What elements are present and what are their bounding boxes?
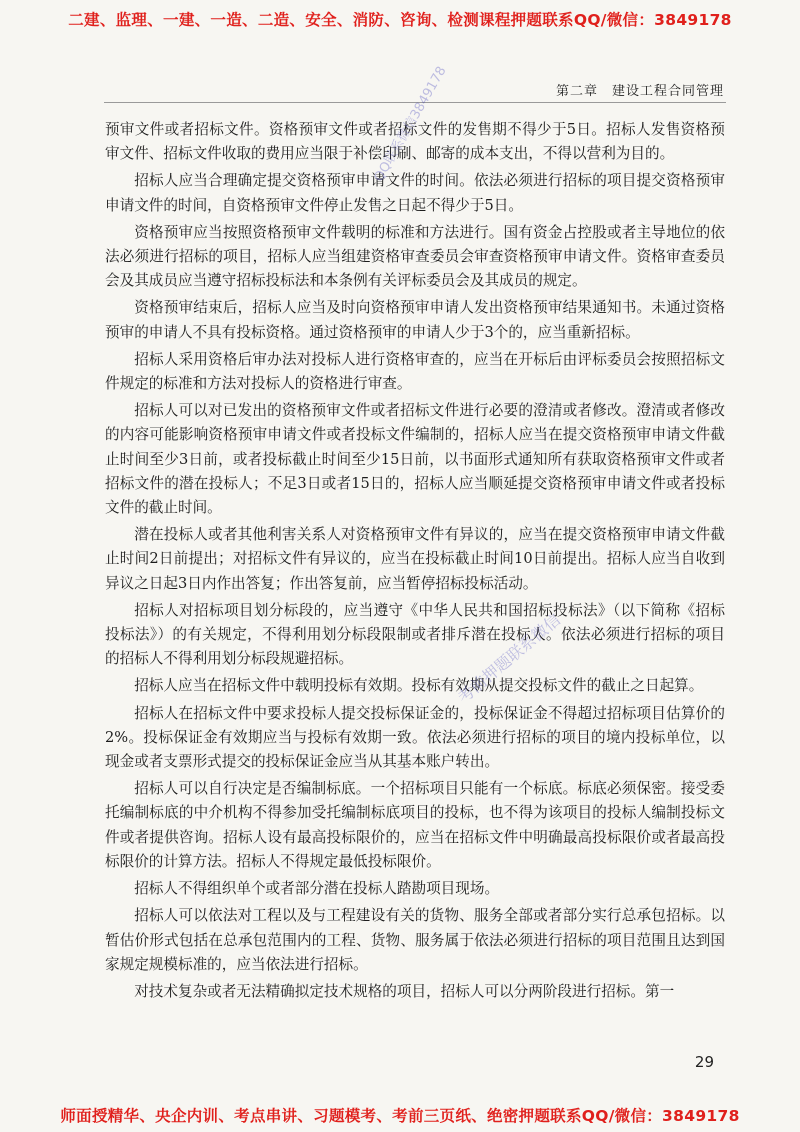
paragraph-14: 对技术复杂或者无法精确拟定技术规格的项目，招标人可以分两阶段进行招标。第一 <box>134 982 675 1000</box>
watermark-text: QQ联系微信3849178 <box>371 64 450 185</box>
paragraph-6: 招标人可以对已发出的资格预审文件或者招标文件进行必要的澄清或者修改。澄清或者修改的内容可能影响资格预审申请文件或者投标文件编制的，招标人应当在提交资格预审申请文件截止时间至少3日前，或者投标截止时间至少15日前，以书面形式通知所有获取资格预审文件或者招标文件的潜在投标人；不足3日或者15日的，招标人应当顺延提交资格预审申请文件或者投标文件的截止时间。 <box>105 402 725 517</box>
paragraph-8: 招标人对招标项目划分标段的，应当遵守《中华人民共和国招标投标法》（以下简称《招标投标法》）的有关规定，不得利用划分标段限制或者排斥潜在投标人。依法必须进行招标的项目的招标人不得利用划分标段规避招标。 <box>105 601 725 668</box>
page-number: 29 <box>694 1053 714 1071</box>
watermark-text: 考前押题联系微信 <box>453 610 565 707</box>
top-promo-banner: 二建、监理、一建、一造、二造、安全、消防、咨询、检测课程押题联系QQ/微信：3849178 <box>68 11 732 29</box>
paragraph-7: 潜在投标人或者其他利害关系人对资格预审文件有异议的，应当在提交资格预审申请文件截止时间2日前提出；对招标文件有异议的，应当在投标截止时间10日前提出。招标人应当自收到异议之日起3日内作出答复；作出答复前，应当暂停招标投标活动。 <box>105 526 725 592</box>
header-rule <box>104 102 726 103</box>
paragraph-2: 招标人应当合理确定提交资格预审申请文件的时间。依法必须进行招标的项目提交资格预审申请文件的时间，自资格预审文件停止发售之日起不得少于5日。 <box>105 172 725 214</box>
bottom-promo-banner: 师面授精华、央企内训、考点串讲、习题模考、考前三页纸、绝密押题联系QQ/微信：3849178 <box>60 1107 740 1125</box>
paragraph-13: 招标人可以依法对工程以及与工程建设有关的货物、服务全部或者部分实行总承包招标。以暂估价形式包括在总承包范围内的工程、货物、服务属于依法必须进行招标的项目范围且达到国家规定规模标准的，应当依法进行招标。 <box>105 907 725 973</box>
paragraph-10: 招标人在招标文件中要求投标人提交投标保证金的，投标保证金不得超过招标项目估算价的2%。投标保证金有效期应当与投标有效期一致。依法必须进行招标的项目的境内投标单位，以现金或者支票形式提交的投标保证金应当从其基本账户转出。 <box>105 704 725 771</box>
paragraph-3: 资格预审应当按照资格预审文件载明的标准和方法进行。国有资金占控股或者主导地位的依法必须进行招标的项目，招标人应当组建资格审查委员会审查资格预审申请文件。资格审查委员会及其成员应当遵守招标投标法和本条例有关评标委员会及其成员的规定。 <box>105 223 725 290</box>
paragraph-12: 招标人不得组织单个或者部分潜在投标人踏勘项目现场。 <box>134 880 500 898</box>
body-text <box>105 118 725 1007</box>
paragraph-4: 资格预审结束后，招标人应当及时向资格预审申请人发出资格预审结果通知书。未通过资格预审的申请人不具有投标资格。通过资格预审的申请人少于3个的，应当重新招标。 <box>105 299 725 341</box>
running-header: 第二章 建设工程合同管理 <box>555 84 724 99</box>
paragraph-5: 招标人采用资格后审办法对投标人进行资格审查的，应当在开标后由评标委员会按照招标文件规定的标准和方法对投标人的资格进行审查。 <box>105 350 725 393</box>
paragraph-11: 招标人可以自行决定是否编制标底。一个招标项目只能有一个标底。标底必须保密。接受委托编制标底的中介机构不得参加受托编制标底项目的投标，也不得为该项目的投标人编制投标文件或者提供咨询。招标人设有最高投标限价的，应当在招标文件中明确最高投标限价或者最高投标限价的计算方法。招标人不得规定最低投标限价。 <box>105 780 725 870</box>
paragraph-1: 预审文件或者招标文件。资格预审文件或者招标文件的发售期不得少于5日。招标人发售资格预审文件、招标文件收取的费用应当限于补偿印刷、邮寄的成本支出，不得以营利为目的。 <box>105 121 725 163</box>
paragraph-9: 招标人应当在招标文件中载明投标有效期。投标有效期从提交投标文件的截止之日起算。 <box>134 677 704 695</box>
